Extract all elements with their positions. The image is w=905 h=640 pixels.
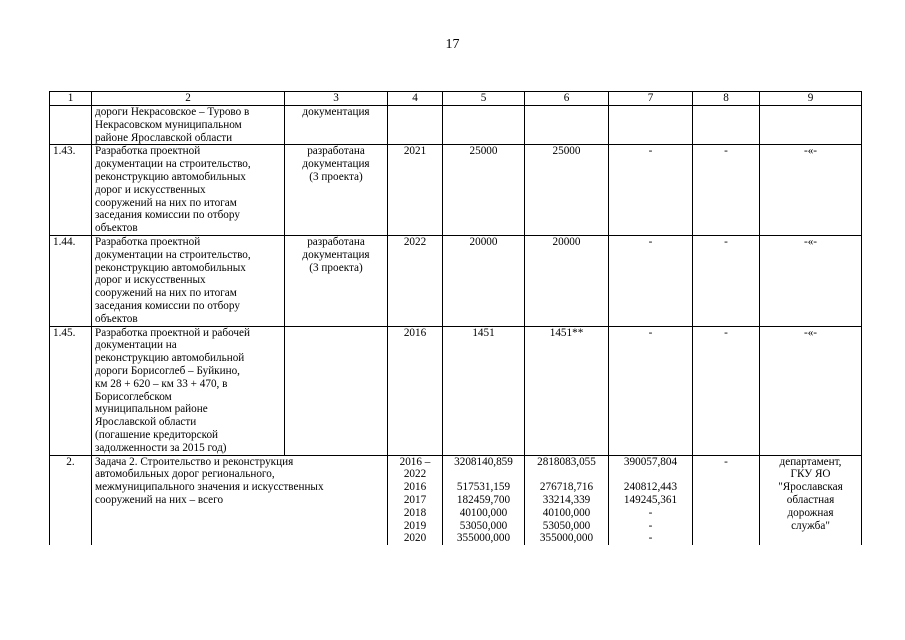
item-number [50, 326, 92, 455]
item-federal [609, 326, 693, 455]
column-header: 4 [388, 92, 443, 106]
column-header: 8 [693, 92, 760, 106]
item-year-line [391, 106, 439, 119]
item-result-line: разработана [307, 235, 365, 248]
task-executor-line: областная [786, 493, 835, 506]
item-name-line: заседания комиссии по отбору [95, 299, 240, 312]
item-federal-line [612, 106, 689, 119]
item-regional [525, 326, 609, 455]
task-total-line [446, 468, 521, 481]
task-row [50, 455, 862, 545]
task-federal-line: 390057,804 [623, 455, 678, 468]
item-name-line: Разработка проектной [95, 235, 201, 248]
item-name-line: реконструкцию автомобильных [95, 170, 246, 183]
task-total-line: 182459,700 [456, 493, 511, 506]
task-regional [525, 455, 609, 545]
item-name [92, 235, 285, 326]
item-federal [609, 106, 693, 145]
item-name [92, 106, 285, 145]
task-federal-line: 149245,361 [623, 493, 678, 506]
task-number [50, 455, 92, 545]
item-total [443, 145, 525, 236]
item-name-line: дороги Некрасовское – Турово в [95, 106, 250, 118]
task-regional-line [528, 468, 605, 481]
task-federal-line: 240812,443 [623, 481, 678, 494]
item-name-line: Ярославской области [95, 416, 197, 429]
item-name-line: (погашение кредиторской [95, 428, 219, 441]
table-row [50, 326, 862, 455]
item-total-line [446, 106, 521, 119]
task-total-line: 40100,000 [459, 506, 508, 519]
task-name-line: межмуниципального значения и искусственных [95, 481, 324, 494]
item-year-line: 2022 [403, 235, 427, 248]
item-other [693, 235, 760, 326]
item-result-line: документация [302, 248, 370, 261]
item-result-line: (3 проекта) [309, 170, 363, 183]
item-name-line: км 28 + 620 – км 33 + 470, в [95, 377, 228, 390]
item-year-line: 2016 [403, 326, 427, 339]
table-body [50, 92, 862, 546]
item-result-line: разработана [307, 145, 365, 158]
task-regional-line: 2818083,055 [537, 455, 596, 468]
item-regional [525, 145, 609, 236]
item-result [285, 326, 388, 455]
item-name-line: дорог и искусственных [95, 183, 206, 196]
task-years [388, 455, 443, 545]
item-result [285, 145, 388, 236]
task-regional-line: 276718,716 [539, 481, 594, 494]
item-other-line [696, 106, 756, 119]
item-other-line: - [724, 326, 728, 339]
item-result-line: документация [302, 106, 370, 118]
column-number-row [50, 92, 862, 106]
task-years-line: 2019 [403, 519, 427, 532]
item-year [388, 235, 443, 326]
item-executor [760, 326, 862, 455]
item-executor-line: -«- [803, 235, 818, 248]
item-federal [609, 235, 693, 326]
item-total-line: 25000 [469, 145, 498, 158]
task-total-line: 53050,000 [459, 519, 508, 532]
item-other [693, 326, 760, 455]
column-header: 5 [443, 92, 525, 106]
column-header: 7 [609, 92, 693, 106]
item-name-line: реконструкцию автомобильных [95, 261, 246, 274]
item-name-line: Разработка проектной и рабочей [95, 326, 250, 339]
column-header: 6 [525, 92, 609, 106]
item-number-line: 1.43. [53, 145, 76, 158]
task-years-line: 2017 [403, 493, 427, 506]
item-other [693, 145, 760, 236]
program-table [49, 91, 862, 545]
task-number-line: 2. [66, 455, 75, 468]
item-year [388, 326, 443, 455]
item-result [285, 106, 388, 145]
table-row [50, 235, 862, 326]
item-regional-line [528, 106, 605, 119]
item-name-line: дорог и искусственных [95, 274, 206, 287]
column-header: 2 [92, 92, 285, 106]
item-name-line: сооружений на них по итогам [95, 196, 237, 209]
item-total [443, 106, 525, 145]
table-row [50, 106, 862, 145]
task-years-line: 2016 [403, 481, 427, 494]
task-total [443, 455, 525, 545]
column-header: 1 [50, 92, 92, 106]
task-regional-line: 40100,000 [542, 506, 591, 519]
task-total-line: 517531,159 [456, 481, 511, 494]
item-total [443, 326, 525, 455]
item-other-line: - [724, 235, 728, 248]
item-number-line [53, 106, 88, 119]
item-year [388, 106, 443, 145]
task-regional-line: 33214,339 [542, 493, 591, 506]
task-name-line: Задача 2. Строительство и реконструкция [95, 455, 294, 468]
column-header: 9 [760, 92, 862, 106]
item-name-line: объектов [95, 222, 138, 235]
task-federal-line [612, 468, 689, 481]
item-name-line: объектов [95, 312, 138, 325]
item-result [285, 235, 388, 326]
table-row [50, 145, 862, 236]
item-name-line: реконструкцию автомобильной [95, 352, 245, 365]
task-federal-line: - [648, 519, 653, 532]
item-executor-line [763, 106, 858, 119]
item-other [693, 106, 760, 145]
task-total-line: 3208140,859 [454, 455, 513, 468]
item-federal-line: - [648, 235, 653, 248]
item-number-line: 1.44. [53, 235, 76, 248]
item-name-line: районе Ярославской области [95, 131, 233, 144]
task-executor [760, 455, 862, 545]
task-federal [609, 455, 693, 545]
item-executor [760, 235, 862, 326]
task-years-line: 2016 – [399, 455, 431, 468]
task-executor-line: ГКУ ЯО [790, 468, 831, 481]
item-executor [760, 145, 862, 236]
task-executor-line: служба" [791, 519, 830, 532]
item-federal-line: - [648, 145, 653, 158]
item-federal [609, 145, 693, 236]
item-regional [525, 106, 609, 145]
item-name-line: документации на строительство, [95, 158, 251, 171]
task-regional-line: 355000,000 [539, 532, 594, 545]
item-name [92, 145, 285, 236]
item-regional-line: 25000 [552, 145, 581, 158]
task-total-line: 355000,000 [456, 532, 511, 545]
item-name-line: документации на [95, 339, 177, 352]
item-total [443, 235, 525, 326]
item-result-line: документация [302, 158, 370, 171]
page-number: 17 [445, 37, 460, 52]
item-year-line: 2021 [403, 145, 427, 158]
task-executor-line: "Ярославская [778, 481, 843, 494]
task-other [693, 455, 760, 545]
item-name-line: дороги Борисоглеб – Буйкино, [95, 364, 240, 377]
item-name-line: Борисоглебском [95, 390, 172, 403]
item-result-line: (3 проекта) [309, 261, 363, 274]
item-regional-line: 20000 [552, 235, 581, 248]
item-number [50, 106, 92, 145]
item-executor-line: -«- [803, 145, 818, 158]
item-name-line: сооружений на них по итогам [95, 287, 237, 300]
task-name [92, 455, 388, 545]
item-name-line: Разработка проектной [95, 145, 201, 158]
item-name [92, 326, 285, 455]
item-number [50, 235, 92, 326]
task-regional-line: 53050,000 [542, 519, 591, 532]
item-name-line: заседания комиссии по отбору [95, 209, 240, 222]
item-regional [525, 235, 609, 326]
item-executor-line: -«- [803, 326, 818, 339]
item-result-line [288, 327, 384, 340]
item-name-line: документации на строительство, [95, 248, 251, 261]
task-name-line: автомобильных дорог регионального, [95, 468, 275, 481]
task-federal-line: - [648, 532, 653, 545]
task-years-line: 2022 [403, 468, 427, 481]
task-federal-line: - [648, 506, 653, 519]
item-total-line: 1451 [472, 326, 495, 339]
item-name-line: муниципальном районе [95, 403, 208, 416]
item-name-line: задолженности за 2015 год) [95, 441, 227, 454]
task-years-line: 2020 [403, 532, 427, 545]
task-name-line: сооружений на них – всего [95, 493, 224, 506]
item-number-line: 1.45. [53, 326, 76, 339]
item-other-line: - [724, 145, 728, 158]
item-federal-line: - [648, 326, 653, 339]
item-executor [760, 106, 862, 145]
task-other-line: - [724, 455, 728, 468]
item-year [388, 145, 443, 236]
column-header: 3 [285, 92, 388, 106]
item-regional-line: 1451** [549, 326, 584, 339]
item-number [50, 145, 92, 236]
task-executor-line: департамент, [779, 455, 842, 468]
item-name-line: Некрасовском муниципальном [95, 118, 242, 131]
task-years-line: 2018 [403, 506, 427, 519]
task-executor-line: дорожная [787, 506, 834, 519]
item-total-line: 20000 [469, 235, 498, 248]
